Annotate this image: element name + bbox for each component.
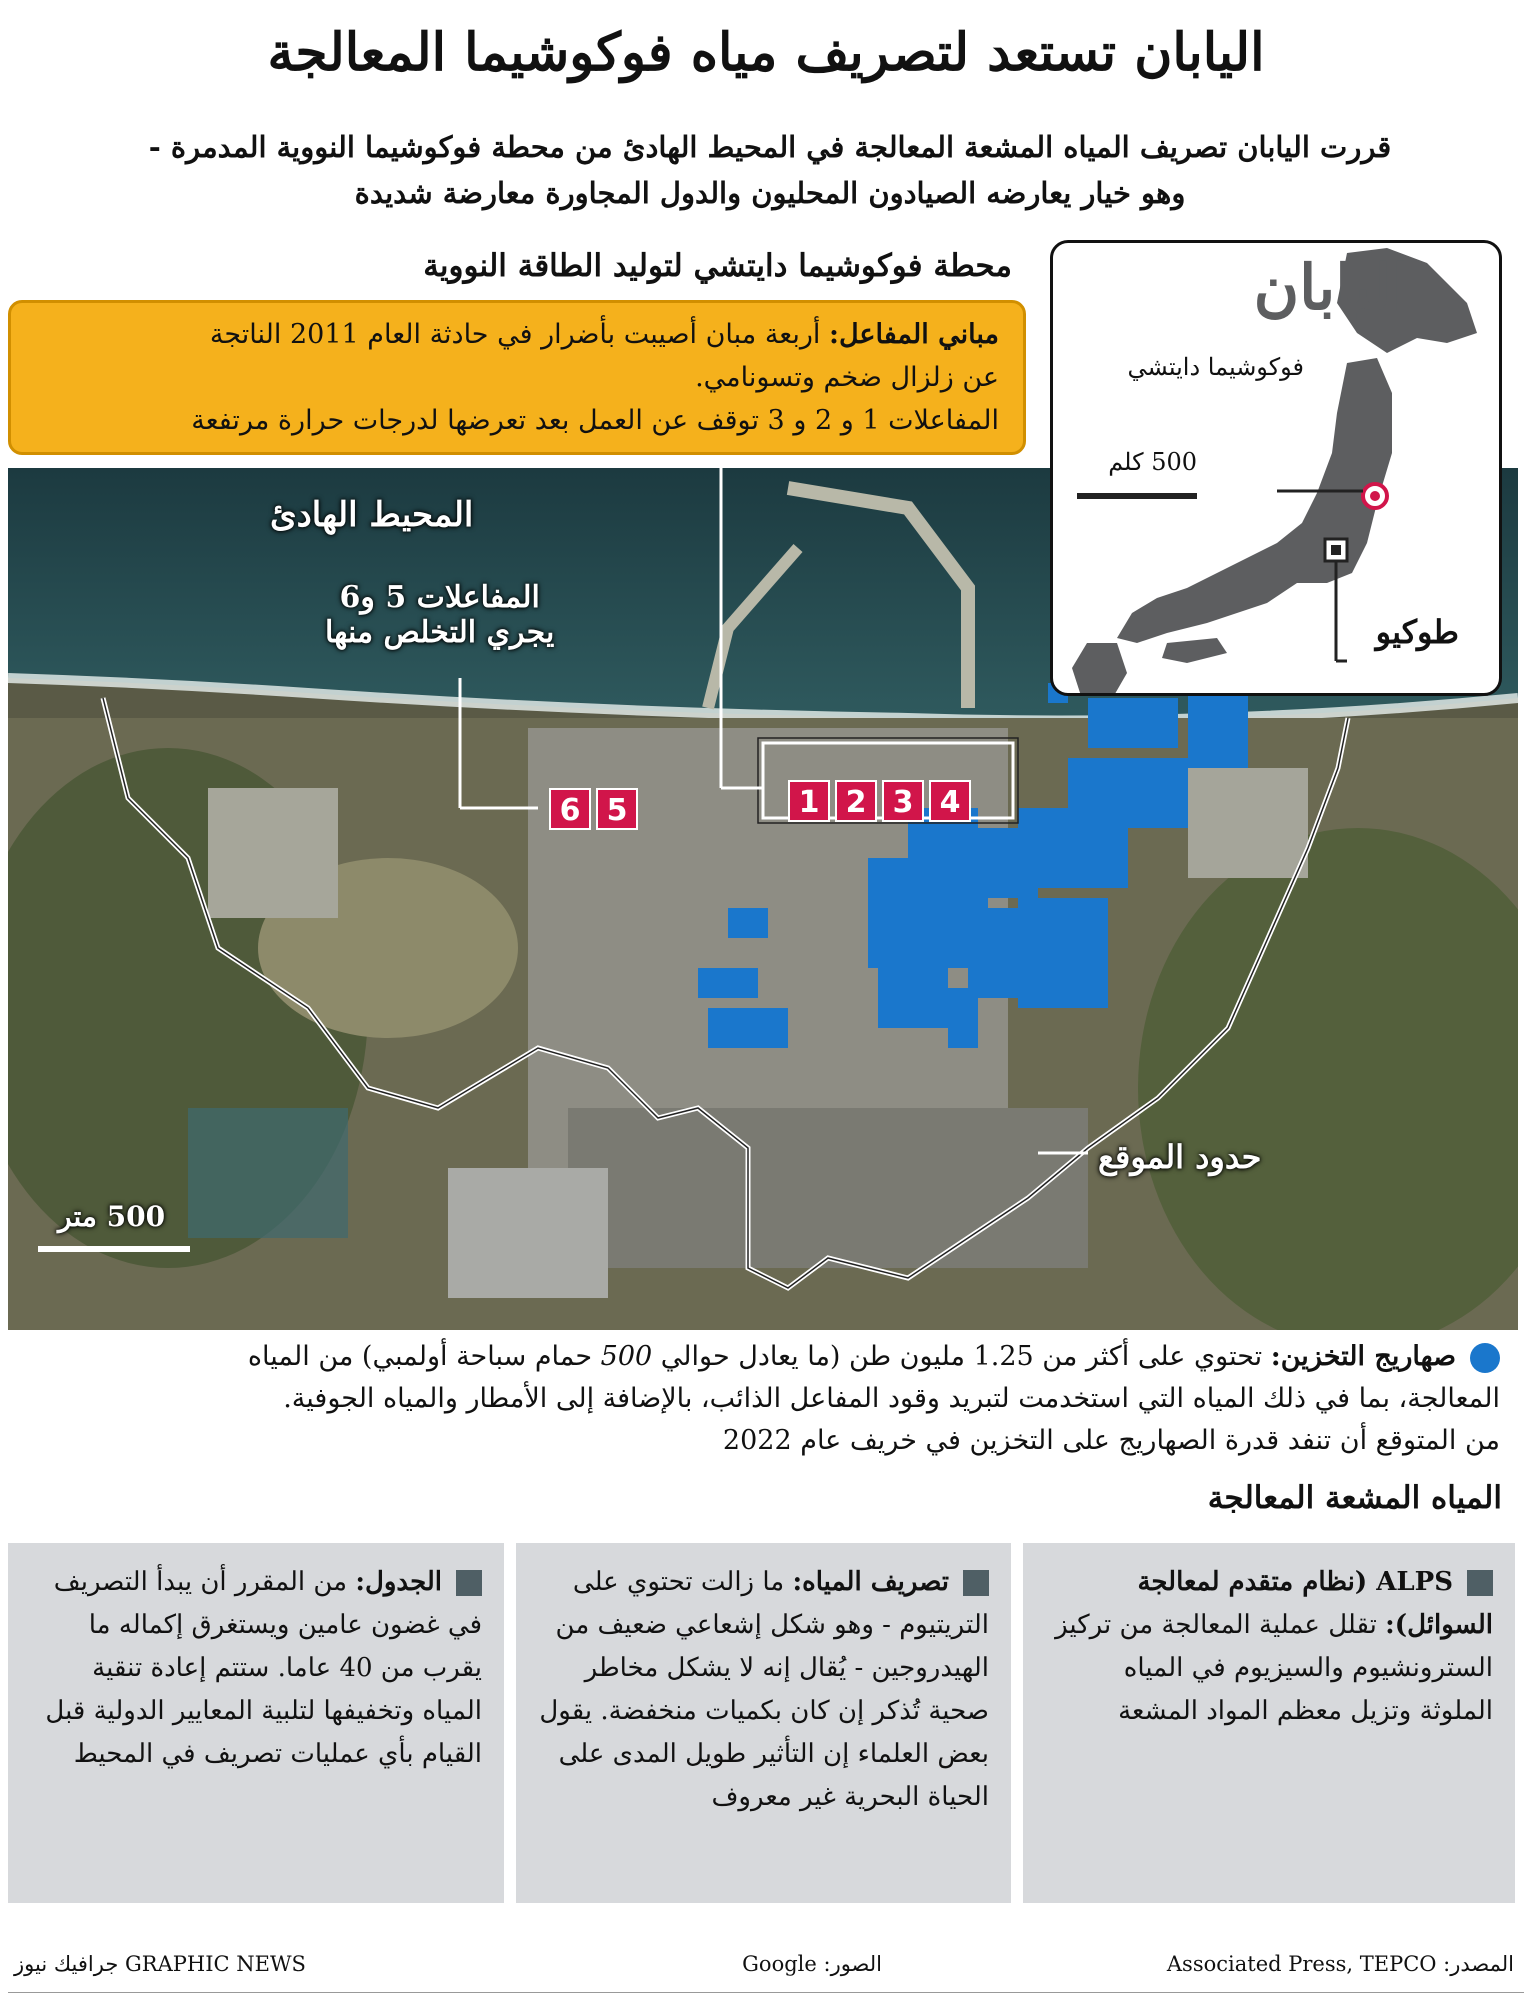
- reactor-number-1: 1: [788, 780, 830, 822]
- reactors-5-6-line-1: المفاعلات 5 و6: [339, 580, 540, 615]
- discharge-label: تصريف المياه:: [792, 1567, 949, 1597]
- reactor-info-box: [8, 300, 1026, 455]
- storage-line-3: من المتوقع أن تنفد قدرة الصهاريج على التخزين في خريف عام 2022: [722, 1425, 1500, 1456]
- storage-label: صهاريج التخزين:: [1270, 1341, 1456, 1372]
- inset-scale-bar: [1077, 493, 1197, 499]
- schedule-label: الجدول:: [355, 1567, 442, 1597]
- inset-city-label: طوكيو: [1375, 613, 1459, 651]
- alps-label: ALPS (نظام متقدم لمعالجة السوائل):: [1137, 1567, 1493, 1640]
- subtitle-line-1: قررت اليابان تصريف المياه المشعة المعالجة في المحيط الهادئ من محطة فوكوشيما النووية المدمرة -: [148, 130, 1392, 164]
- reactor-number-2: 2: [835, 780, 877, 822]
- alps-text: تقلل عملية المعالجة من تركيز السترونشيوم والسيزيوم في المياه الملوثة وتزيل معظم المواد المشعة: [1055, 1610, 1493, 1726]
- subtitle-line-2: وهو خيار يعارضه الصيادون المحليون والدول المجاورة معارضة شديدة: [354, 176, 1186, 210]
- photo-scale-label: 500 متر: [58, 1200, 166, 1233]
- alps-panel: [1023, 1543, 1515, 1903]
- brand-credit: GRAPHIC NEWS جرافيك نيوز: [14, 1952, 306, 1976]
- storage-line-1b: حمام سباحة أولمبي) من المياه: [247, 1341, 593, 1372]
- footer-rule: [8, 1992, 1524, 1993]
- square-bullet-icon: [1467, 1570, 1493, 1596]
- reactor-number-5: 5: [596, 788, 638, 830]
- page-title: اليابان تستعد لتصريف مياه فوكوشيما المعالجة: [267, 22, 1265, 83]
- source-credit: المصدر: Associated Press, TEPCO: [1166, 1952, 1514, 1976]
- square-bullet-icon: [456, 1570, 482, 1596]
- treated-water-heading: المياه المشعة المعالجة: [1207, 1480, 1502, 1516]
- reactor-info-label: مباني المفاعل:: [828, 319, 999, 350]
- storage-line-1a: تحتوي على أكثر من 1.25 مليون طن (ما يعادل حوالي: [660, 1341, 1263, 1372]
- discharge-panel: [516, 1543, 1011, 1903]
- ocean-label: المحيط الهادئ: [270, 495, 474, 535]
- schedule-panel: [8, 1543, 504, 1903]
- reactor-info-line-2: عن زلزال ضخم وتسونامي.: [695, 362, 999, 393]
- images-credit: الصور: Google: [742, 1952, 882, 1976]
- photo-scale-bar: [38, 1246, 190, 1252]
- discharge-text: ما زالت تحتوي على التريتيوم - وهو شكل إشعاعي ضعيف من الهيدروجين - يُقال إنه لا يشكل مخاطر صحية تُذكر إن كان بكميات منخفضة. يقول بعض العلماء إن التأثير طويل المدى على الحياة البحرية غير معروف: [539, 1567, 989, 1812]
- site-boundary-label: حدود الموقع: [1098, 1138, 1262, 1176]
- japan-inset-map: [1050, 240, 1502, 696]
- storage-line-2: المعالجة، بما في ذلك المياه التي استخدمت لتبريد وقود المفاعل الذائب، بالإضافة إلى الأمطار والمياه الجوفية.: [283, 1383, 1500, 1414]
- square-bullet-icon: [963, 1570, 989, 1596]
- inset-plant-label: فوكوشيما دايتشي: [1127, 353, 1304, 381]
- reactor-number-3: 3: [882, 780, 924, 822]
- reactor-number-6: 6: [549, 788, 591, 830]
- reactor-number-4: 4: [929, 780, 971, 822]
- subtitle: [100, 124, 1440, 216]
- reactors-5-6-line-2: يجري التخلص منها: [325, 615, 555, 650]
- reactors-5-6-label: [325, 580, 554, 650]
- inset-map-title: اليابان: [1253, 251, 1409, 324]
- footer: [0, 1952, 1532, 1988]
- plant-heading: محطة فوكوشيما دايتشي لتوليد الطاقة النووية: [423, 248, 1012, 284]
- inset-scale-label: 500 كلم: [1108, 448, 1197, 476]
- reactor-info-line-3: المفاعلات 1 و 2 و 3 توقف عن العمل بعد تعرضها لدرجات حرارة مرتفعة: [191, 405, 999, 436]
- storage-section: [30, 1336, 1500, 1462]
- blue-dot-icon: [1470, 1343, 1500, 1373]
- schedule-text: من المقرر أن يبدأ التصريف في غضون عامين ويستغرق إكماله ما يقرب من 40 عاما. ستتم إعادة تنقية المياه وتخفيفها لتلبية المعايير الدولية قبل القيام بأي عمليات تصريف في المحيط: [45, 1567, 482, 1769]
- storage-number: 500: [600, 1341, 653, 1372]
- reactor-info-line-1: أربعة مبان أصيبت بأضرار في حادثة العام 2011 الناتجة: [209, 319, 821, 350]
